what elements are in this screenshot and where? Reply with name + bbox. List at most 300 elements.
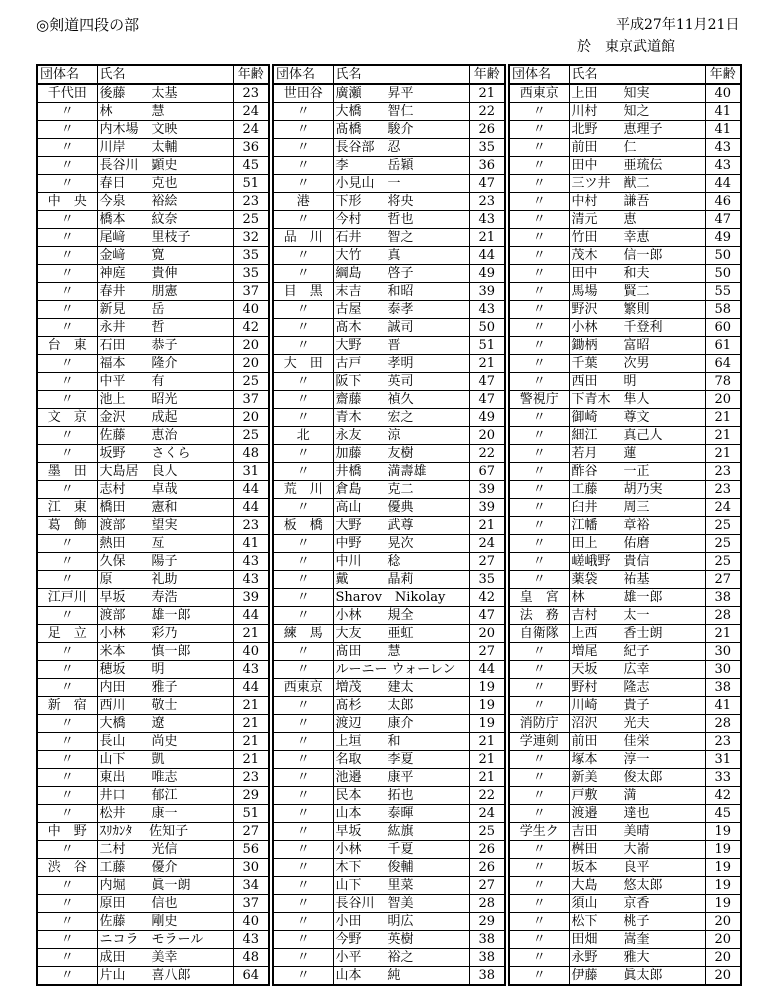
name-cell: 田畑 嵩奎 [569, 931, 705, 949]
table-row [509, 139, 741, 157]
name-cell: 大野 武尊 [333, 517, 469, 535]
group-cell: 〃 [509, 751, 569, 769]
table-row [509, 157, 741, 175]
name-cell: 大竹 真 [333, 247, 469, 265]
table-row [37, 967, 269, 986]
group-cell: 〃 [37, 391, 97, 409]
age-cell: 29 [233, 787, 269, 805]
name-cell: 渡辺 康介 [333, 715, 469, 733]
table-row [509, 481, 741, 499]
header-group: 団体名 [273, 65, 333, 84]
table-row [37, 229, 269, 247]
name-cell: 井橋 満壽雄 [333, 463, 469, 481]
name-cell: 長谷川 智美 [333, 895, 469, 913]
age-cell: 31 [705, 751, 741, 769]
name-cell: 永友 涼 [333, 427, 469, 445]
group-cell: 〃 [37, 895, 97, 913]
group-cell: 文 京 [37, 409, 97, 427]
name-cell: 野沢 繁則 [569, 301, 705, 319]
name-cell: 後藤 太基 [97, 84, 233, 103]
table-row [509, 787, 741, 805]
table-row [37, 463, 269, 481]
table-row [273, 805, 505, 823]
age-cell: 47 [705, 211, 741, 229]
table-row [37, 895, 269, 913]
group-cell: 大 田 [273, 355, 333, 373]
age-cell: 25 [705, 535, 741, 553]
age-cell: 35 [233, 247, 269, 265]
group-cell: 〃 [37, 445, 97, 463]
table-row [509, 679, 741, 697]
name-cell: 江幡 章裕 [569, 517, 705, 535]
group-cell: 中 央 [37, 193, 97, 211]
name-cell: 臼井 周三 [569, 499, 705, 517]
name-cell: 渡邉 達也 [569, 805, 705, 823]
table-row [509, 877, 741, 895]
table-row [37, 409, 269, 427]
age-cell: 38 [469, 931, 505, 949]
group-cell: 〃 [273, 247, 333, 265]
group-cell: 北 [273, 427, 333, 445]
group-cell: 〃 [37, 967, 97, 986]
name-cell: 倉島 克二 [333, 481, 469, 499]
group-cell: 〃 [273, 787, 333, 805]
table-row [273, 751, 505, 769]
age-cell: 64 [705, 355, 741, 373]
table-row [37, 805, 269, 823]
name-cell: ニコラ モラール [97, 931, 233, 949]
name-cell: 増茂 建太 [333, 679, 469, 697]
name-cell: 佐藤 剛史 [97, 913, 233, 931]
group-cell: 〃 [273, 841, 333, 859]
table-row [273, 679, 505, 697]
name-cell: 工藤 胡乃実 [569, 481, 705, 499]
group-cell: 〃 [509, 679, 569, 697]
age-cell: 20 [705, 913, 741, 931]
group-cell: 〃 [509, 229, 569, 247]
name-cell: 小林 千登利 [569, 319, 705, 337]
group-cell: 〃 [509, 481, 569, 499]
group-cell: 渋 谷 [37, 859, 97, 877]
name-cell: 池上 昭光 [97, 391, 233, 409]
name-cell: 大島 悠太郎 [569, 877, 705, 895]
name-cell: 青木 宏之 [333, 409, 469, 427]
name-cell: 齋藤 禎久 [333, 391, 469, 409]
name-cell: 吉田 美晴 [569, 823, 705, 841]
age-cell: 33 [705, 769, 741, 787]
name-cell: 廣瀬 昇平 [333, 84, 469, 103]
name-cell: 小林 彩乃 [97, 625, 233, 643]
group-cell: 荒 川 [273, 481, 333, 499]
name-cell: 早坂 寿浩 [97, 589, 233, 607]
group-cell: 〃 [509, 337, 569, 355]
name-cell: 綱島 啓子 [333, 265, 469, 283]
table-row [509, 121, 741, 139]
name-cell: 永野 雅大 [569, 949, 705, 967]
age-cell: 24 [233, 103, 269, 121]
name-cell: 原 礼助 [97, 571, 233, 589]
group-cell: 〃 [509, 355, 569, 373]
table-row [509, 193, 741, 211]
group-cell: 〃 [509, 517, 569, 535]
header-group: 団体名 [37, 65, 97, 84]
group-cell: 消防庁 [509, 715, 569, 733]
group-cell: 〃 [37, 373, 97, 391]
age-cell: 40 [233, 301, 269, 319]
age-cell: 37 [233, 391, 269, 409]
table-row [509, 967, 741, 986]
age-cell: 41 [705, 697, 741, 715]
name-cell: 嵯峨野 貴信 [569, 553, 705, 571]
table-row [37, 859, 269, 877]
group-cell: 〃 [273, 265, 333, 283]
age-cell: 48 [233, 445, 269, 463]
group-cell: 〃 [273, 391, 333, 409]
group-cell: 〃 [37, 607, 97, 625]
group-cell: 〃 [273, 463, 333, 481]
name-cell: 熱田 亙 [97, 535, 233, 553]
name-cell: 内堀 眞一朗 [97, 877, 233, 895]
group-cell: 〃 [273, 715, 333, 733]
table-row [509, 301, 741, 319]
age-cell: 58 [705, 301, 741, 319]
group-cell: 〃 [509, 535, 569, 553]
name-cell: 上垣 和 [333, 733, 469, 751]
age-cell: 39 [233, 589, 269, 607]
age-cell: 19 [469, 697, 505, 715]
name-cell: 原田 信也 [97, 895, 233, 913]
group-cell: 〃 [273, 697, 333, 715]
age-cell: 39 [469, 481, 505, 499]
name-cell: 田中 和夫 [569, 265, 705, 283]
name-cell: 小林 規全 [333, 607, 469, 625]
name-cell: 中川 稔 [333, 553, 469, 571]
name-cell: 上田 知実 [569, 84, 705, 103]
group-cell: 〃 [273, 175, 333, 193]
table-row [509, 895, 741, 913]
name-cell: 今野 英樹 [333, 931, 469, 949]
name-cell: 今村 哲也 [333, 211, 469, 229]
table-header-row [37, 65, 269, 84]
group-cell: 〃 [37, 103, 97, 121]
name-cell: 末吉 和昭 [333, 283, 469, 301]
name-cell: 清元 恵 [569, 211, 705, 229]
age-cell: 27 [233, 823, 269, 841]
table-row [509, 499, 741, 517]
age-cell: 51 [233, 805, 269, 823]
name-cell: 穂坂 明 [97, 661, 233, 679]
age-cell: 43 [233, 931, 269, 949]
age-cell: 43 [705, 139, 741, 157]
age-cell: 21 [469, 355, 505, 373]
name-cell: 上西 香士朗 [569, 625, 705, 643]
name-cell: 松下 桃子 [569, 913, 705, 931]
group-cell: 〃 [273, 535, 333, 553]
group-cell: 〃 [37, 643, 97, 661]
age-cell: 20 [705, 949, 741, 967]
age-cell: 21 [705, 409, 741, 427]
group-cell: 〃 [37, 301, 97, 319]
table-row [273, 769, 505, 787]
age-cell: 27 [705, 571, 741, 589]
group-cell: 〃 [37, 283, 97, 301]
name-cell: 大橋 遼 [97, 715, 233, 733]
name-cell: 加藤 友樹 [333, 445, 469, 463]
table-row [37, 319, 269, 337]
group-cell: 〃 [37, 157, 97, 175]
age-cell: 23 [233, 517, 269, 535]
age-cell: 37 [233, 283, 269, 301]
age-cell: 50 [705, 265, 741, 283]
group-cell: 〃 [273, 589, 333, 607]
group-cell: 〃 [37, 247, 97, 265]
age-cell: 20 [233, 409, 269, 427]
age-cell: 78 [705, 373, 741, 391]
name-cell: 高山 優典 [333, 499, 469, 517]
group-cell: 〃 [273, 769, 333, 787]
group-cell: 足 立 [37, 625, 97, 643]
name-cell: 若月 蓮 [569, 445, 705, 463]
group-cell: 〃 [509, 301, 569, 319]
group-cell: 〃 [273, 499, 333, 517]
table-row [37, 139, 269, 157]
age-cell: 25 [233, 211, 269, 229]
table-row [509, 84, 741, 103]
age-cell: 28 [705, 607, 741, 625]
table-row [509, 751, 741, 769]
age-cell: 49 [469, 409, 505, 427]
age-cell: 30 [705, 661, 741, 679]
name-cell: 茂木 信一郎 [569, 247, 705, 265]
name-cell: 米本 慎一郎 [97, 643, 233, 661]
age-cell: 44 [705, 175, 741, 193]
group-cell: 葛 飾 [37, 517, 97, 535]
name-cell: 大野 晋 [333, 337, 469, 355]
group-cell: 〃 [509, 445, 569, 463]
group-cell: 千代田 [37, 84, 97, 103]
age-cell: 23 [705, 733, 741, 751]
table-row [509, 409, 741, 427]
age-cell: 21 [469, 769, 505, 787]
table-row [509, 463, 741, 481]
group-cell: 世田谷 [273, 84, 333, 103]
age-cell: 28 [705, 715, 741, 733]
name-cell: 東出 唯志 [97, 769, 233, 787]
name-cell: 山本 泰暉 [333, 805, 469, 823]
age-cell: 22 [469, 103, 505, 121]
name-cell: 金沢 成起 [97, 409, 233, 427]
group-cell: 〃 [509, 913, 569, 931]
table-row [37, 445, 269, 463]
table-row [509, 445, 741, 463]
table-row [273, 589, 505, 607]
age-cell: 27 [469, 877, 505, 895]
group-cell: 〃 [273, 931, 333, 949]
table-row [273, 553, 505, 571]
group-cell: 品 川 [273, 229, 333, 247]
age-cell: 23 [233, 193, 269, 211]
age-cell: 24 [233, 121, 269, 139]
group-cell: 〃 [37, 121, 97, 139]
age-cell: 44 [469, 661, 505, 679]
age-cell: 41 [233, 535, 269, 553]
name-cell: 大友 亜虹 [333, 625, 469, 643]
name-cell: 李 岳穎 [333, 157, 469, 175]
age-cell: 34 [233, 877, 269, 895]
header-name: 氏名 [333, 65, 469, 84]
age-cell: 25 [705, 553, 741, 571]
table-row [273, 157, 505, 175]
name-cell: 薬袋 祐基 [569, 571, 705, 589]
table-row [37, 841, 269, 859]
group-cell: 〃 [509, 877, 569, 895]
age-cell: 19 [469, 715, 505, 733]
name-cell: 名取 李夏 [333, 751, 469, 769]
table-header-row [273, 65, 505, 84]
name-cell: 春日 克也 [97, 175, 233, 193]
name-cell: 田中 亜琉伝 [569, 157, 705, 175]
table-row [37, 211, 269, 229]
table-row [37, 571, 269, 589]
table-row [37, 193, 269, 211]
age-cell: 49 [705, 229, 741, 247]
group-cell: 〃 [273, 913, 333, 931]
table-row [273, 103, 505, 121]
name-cell: 戴 晶莉 [333, 571, 469, 589]
name-cell: 沼沢 光夫 [569, 715, 705, 733]
age-cell: 43 [233, 571, 269, 589]
table-row [273, 967, 505, 986]
table-row [37, 607, 269, 625]
name-cell: 中村 謙吾 [569, 193, 705, 211]
name-cell: 細江 真己人 [569, 427, 705, 445]
table-row [37, 373, 269, 391]
table-row [509, 949, 741, 967]
group-cell: 〃 [37, 661, 97, 679]
name-cell: 今泉 裕絵 [97, 193, 233, 211]
name-cell: 山下 凱 [97, 751, 233, 769]
age-cell: 42 [469, 589, 505, 607]
name-cell: 成田 美幸 [97, 949, 233, 967]
age-cell: 21 [469, 517, 505, 535]
name-cell: 中野 晃次 [333, 535, 469, 553]
group-cell: 〃 [273, 301, 333, 319]
group-cell: 〃 [509, 157, 569, 175]
age-cell: 22 [469, 787, 505, 805]
group-cell: 〃 [509, 643, 569, 661]
group-cell: 〃 [37, 877, 97, 895]
group-cell: 〃 [37, 787, 97, 805]
group-cell: 〃 [273, 103, 333, 121]
table-row [37, 661, 269, 679]
name-cell: 尾﨑 里枝子 [97, 229, 233, 247]
age-cell: 21 [233, 625, 269, 643]
table-row [273, 841, 505, 859]
age-cell: 20 [469, 427, 505, 445]
name-cell: 阪下 英司 [333, 373, 469, 391]
name-cell: 神庭 貴伸 [97, 265, 233, 283]
group-cell: 港 [273, 193, 333, 211]
section-title: ◎剣道四段の部 [36, 16, 140, 34]
table-row [273, 571, 505, 589]
group-cell: 〃 [273, 805, 333, 823]
age-cell: 55 [705, 283, 741, 301]
group-cell: 〃 [273, 139, 333, 157]
name-cell: 佐藤 恵治 [97, 427, 233, 445]
group-cell: 皇 宮 [509, 589, 569, 607]
group-cell: 〃 [509, 373, 569, 391]
group-cell: 〃 [37, 949, 97, 967]
group-cell: 〃 [273, 157, 333, 175]
table-row [37, 931, 269, 949]
name-cell: 片山 喜八郎 [97, 967, 233, 986]
age-cell: 35 [469, 139, 505, 157]
group-cell: 〃 [273, 211, 333, 229]
table-row [37, 913, 269, 931]
group-cell: 〃 [509, 463, 569, 481]
table-row [37, 265, 269, 283]
name-cell: 川岸 太輔 [97, 139, 233, 157]
age-cell: 25 [469, 823, 505, 841]
age-cell: 50 [469, 319, 505, 337]
group-cell: 〃 [509, 787, 569, 805]
group-cell: 〃 [509, 931, 569, 949]
name-cell: 髙木 誠司 [333, 319, 469, 337]
table-row [509, 355, 741, 373]
header-name: 氏名 [97, 65, 233, 84]
group-cell: 〃 [37, 679, 97, 697]
age-cell: 20 [233, 355, 269, 373]
group-cell: 〃 [273, 859, 333, 877]
table-row [37, 517, 269, 535]
name-cell: 北野 恵理子 [569, 121, 705, 139]
group-cell: 〃 [37, 535, 97, 553]
group-cell: 〃 [273, 553, 333, 571]
group-cell: 〃 [509, 193, 569, 211]
age-cell: 21 [469, 84, 505, 103]
table-row [273, 895, 505, 913]
group-cell: 〃 [509, 121, 569, 139]
age-cell: 56 [233, 841, 269, 859]
table-row [509, 607, 741, 625]
name-cell: ルーニー ウォーレン [333, 661, 469, 679]
table-row [273, 715, 505, 733]
age-cell: 21 [233, 733, 269, 751]
group-cell: 〃 [37, 913, 97, 931]
name-cell: 古戸 孝明 [333, 355, 469, 373]
group-cell: 〃 [509, 409, 569, 427]
table-row [273, 643, 505, 661]
header-age: 年齢 [233, 65, 269, 84]
table-row [509, 589, 741, 607]
table-row [273, 373, 505, 391]
table-row [37, 355, 269, 373]
table-row [509, 859, 741, 877]
name-cell: 志村 卓哉 [97, 481, 233, 499]
age-cell: 47 [469, 607, 505, 625]
group-cell: 江 東 [37, 499, 97, 517]
group-cell: 〃 [37, 751, 97, 769]
age-cell: 25 [705, 517, 741, 535]
group-cell: 〃 [273, 571, 333, 589]
group-cell: 警視庁 [509, 391, 569, 409]
age-cell: 43 [469, 211, 505, 229]
name-cell: 山下 里菜 [333, 877, 469, 895]
age-cell: 61 [705, 337, 741, 355]
table-row [273, 733, 505, 751]
table-row [509, 247, 741, 265]
age-cell: 47 [469, 391, 505, 409]
